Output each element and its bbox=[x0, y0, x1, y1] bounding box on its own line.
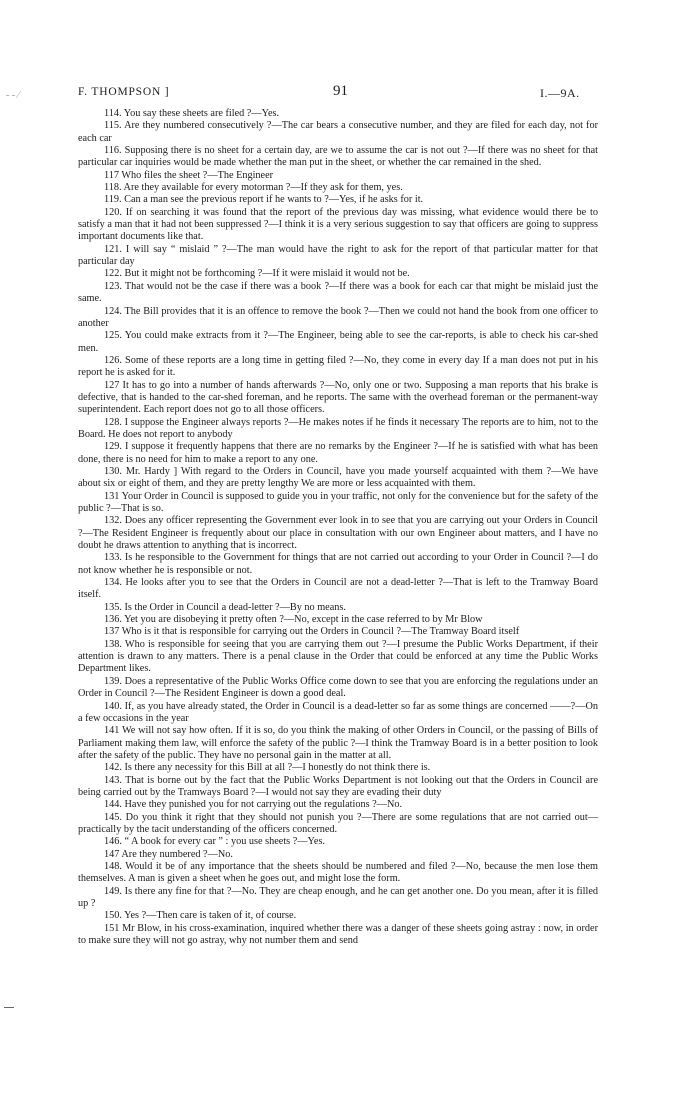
question-paragraph: 132. Does any officer representing the Government ever look in to see that you are carrying out your Orders in Council ?—The Resident Engineer is frequently about our place in consultation with our own Engineer about matters, and I have no doubt he draws attention to anything that is incorrect. bbox=[78, 515, 598, 552]
question-paragraph: 141 We will not say how often. If it is so, do you think the making of other Orders in Council, or the passing of Bills of Parliament making them law, will enforce the safety of the public ?—I think the Tramway Board is in a better position to look after the safety of the public. They have no personal gain in the matter at all. bbox=[78, 725, 598, 761]
document-reference: I.—9A. bbox=[540, 86, 580, 100]
question-paragraph: 134. He looks after you to see that the Orders in Council are not a dead-letter ?—That is left to the Tramway Board itself. bbox=[78, 577, 598, 601]
question-paragraph: 124. The Bill provides that it is an offence to remove the book ?—Then we could not hand the book from one officer to another bbox=[78, 305, 598, 329]
question-paragraph: 150. Yes ?—Then care is taken of it, of course. bbox=[104, 910, 297, 922]
question-paragraph: 140. If, as you have already stated, the Order in Council is a dead-letter so far as some things are concerned ——?—On a few occasions in the year bbox=[78, 700, 598, 724]
question-paragraph: 133. Is he responsible to the Government for things that are not carried out according to your Order in Council ?—I do not know whether he is responsible or not. bbox=[78, 552, 598, 576]
question-paragraph: 131 Your Order in Council is supposed to guide you in your traffic, not only for the convenience but for the safety of the public ?—That is so. bbox=[78, 490, 598, 514]
question-paragraph: 117 Who files the sheet ?—The Engineer bbox=[104, 169, 274, 181]
question-paragraph: 147 Are they numbered ?—No. bbox=[104, 848, 233, 860]
question-paragraph: 142. Is there any necessity for this Bill at all ?—I honestly do not think there is. bbox=[104, 762, 431, 774]
question-paragraph: 128. I suppose the Engineer always reports ?—He makes notes if he finds it necessary The reports are to him, not to the Board. He does not report to anybody bbox=[78, 416, 598, 440]
witness-name: F. THOMPSON ] bbox=[78, 86, 170, 98]
question-paragraph: 116. Supposing there is no sheet for a certain day, are we to assume the car is not out ?—If there was no sheet for that particular car inquiries would be made whether the man put in the sheet, or whether the car remained in the shed. bbox=[78, 145, 598, 169]
question-paragraph: 148. Would it be of any importance that the sheets should be numbered and filed ?—No, because the men lose them themselves. A man is given a sheet when he goes out, and might lose the form. bbox=[78, 860, 598, 885]
page-header bbox=[78, 83, 598, 106]
question-paragraph: 122. But it might not be forthcoming ?—If it were mislaid it would not be. bbox=[104, 268, 410, 280]
testimony-body bbox=[78, 108, 598, 947]
question-paragraph: 149. Is there any fine for that ?—No. They are cheap enough, and he can get another one. Do you mean, after it is filled up ? bbox=[78, 885, 598, 909]
question-paragraph: 121. I will say “ mislaid ” ?—The man would have the right to ask for the report of that particular matter for that particular day bbox=[78, 243, 598, 268]
question-paragraph: 136. Yet you are disobeying it pretty often ?—No, except in the case referred to by Mr Blow bbox=[104, 614, 483, 626]
question-paragraph: 130. Mr. Hardy ] With regard to the Orders in Council, have you made yourself acquainted with them ?—We have about six or eight of them, and they are pretty lengthy We are more or less acquainted with them. bbox=[78, 465, 598, 490]
question-paragraph: 114. You say these sheets are filed ?—Yes. bbox=[104, 108, 280, 119]
question-paragraph: 138. Who is responsible for seeing that you are carrying them out ?—I presume the Public Works Department, if their attention is drawn to any matters. There is a penal clause in the Order that could be enforced at any time the Public Works Department likes. bbox=[78, 638, 598, 675]
question-paragraph: 127 It has to go into a number of hands afterwards ?—No, only one or two. Supposing a man reports that his brake is defective, that is handed to the car-shed foreman, and he reports. The same with the overhead foreman or the permanent-way superintendent. Each report does not go to all those officers. bbox=[78, 379, 598, 416]
question-paragraph: 125. You could make extracts from it ?—The Engineer, being able to see the car-reports, is able to check his car-shed men. bbox=[78, 330, 598, 354]
question-paragraph: 126. Some of these reports are a long time in getting filed ?—No, they come in every day If a man does not put in his report he is asked for it. bbox=[78, 354, 598, 379]
question-paragraph: 118. Are they available for every motorman ?—If they ask for them, yes. bbox=[104, 182, 403, 194]
page-number: 91 bbox=[333, 83, 348, 99]
question-paragraph: 123. That would not be the case if there was a book ?—If there was a book for each car that might be mislaid just the same. bbox=[78, 280, 598, 305]
question-paragraph: 115. Are they numbered consecutively ?—The car bears a consecutive number, and they are filed for each day, not for each car bbox=[78, 120, 598, 144]
question-paragraph: 145. Do you think it right that they should not punish you ?—There are some regulations that are not carried out—practically by the tacit understanding of the officers concerned. bbox=[78, 811, 598, 835]
question-paragraph: 137 Who is it that is responsible for carrying out the Orders in Council ?—The Tramway Board itself bbox=[104, 626, 520, 638]
question-paragraph: 135. Is the Order in Council a dead-letter ?—By no means. bbox=[104, 601, 346, 613]
margin-tick bbox=[4, 1007, 14, 1008]
question-paragraph: 129. I suppose it frequently happens that there are no remarks by the Engineer ?—If he is satisfied with what has been done, there is no need for him to make a report to any one. bbox=[78, 441, 598, 465]
question-paragraph: 151 Mr Blow, in his cross-examination, inquired whether there was a danger of these sheets going astray : now, in order to make sure they will not go astray, why not number them and send bbox=[78, 922, 598, 947]
question-paragraph: 120. If on searching it was found that the report of the previous day was missing, what evidence would there be to satisfy a man that it had not been suppressed ?—I think it is a very serious suggestion to say that officers are going to suppress important documents like that. bbox=[78, 206, 598, 243]
question-paragraph: 143. That is borne out by the fact that the Public Works Department is not looking out that the Orders in Council are being carried out by the Tramways Board ?—I would not say they are evading their duty bbox=[78, 774, 598, 798]
question-paragraph: 144. Have they punished you for not carrying out the regulations ?—No. bbox=[104, 799, 403, 811]
margin-scribble: - - ⁄ bbox=[6, 90, 20, 101]
question-paragraph: 146. “ A book for every car ” : you use sheets ?—Yes. bbox=[104, 836, 325, 848]
question-paragraph: 119. Can a man see the previous report if he wants to ?—Yes, if he asks for it. bbox=[104, 194, 424, 206]
question-paragraph: 139. Does a representative of the Public Works Office come down to see that you are enforcing the regulations under an Order in Council ?—The Resident Engineer is down a good deal. bbox=[78, 675, 598, 700]
